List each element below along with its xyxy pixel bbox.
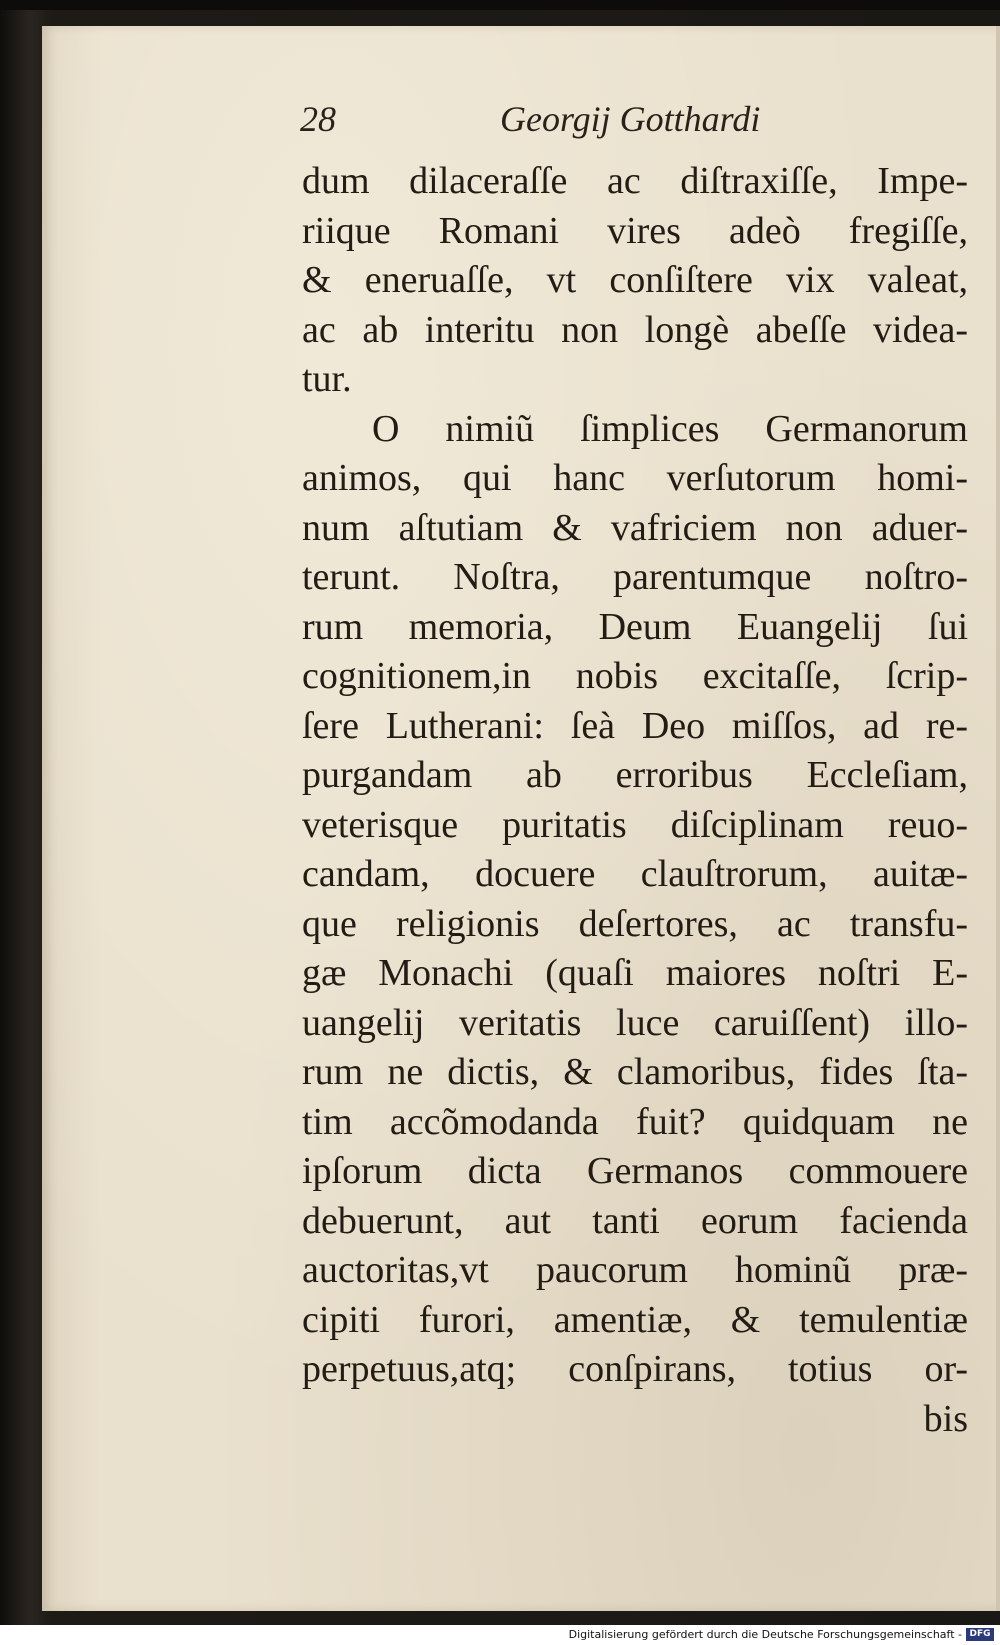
text-line: terunt. Noſtra, parentumque noſtro- — [302, 556, 968, 598]
funding-credit: Digitalisierung gefördert durch die Deutsche Forschungsgemeinschaft - — [568, 1628, 962, 1641]
text-line: que religionis deſertores, ac transfu- — [302, 902, 968, 945]
text-line: cognitionem,in nobis excitaſſe, ſcrip- — [302, 655, 968, 697]
text-line: uangelij veritatis luce caruiſſent) illo- — [302, 1001, 968, 1044]
text-line: candam, docuere clauſtrorum, auitæ- — [302, 853, 968, 895]
running-title: Georgij Gotthardi — [500, 99, 761, 139]
page-header — [300, 98, 780, 148]
text-line: debuerunt, aut tanti eorum facienda — [302, 1199, 968, 1242]
digitization-footer — [0, 1625, 1000, 1645]
text-line: dum dilaceraſſe ac diſtraxiſſe, Impe- — [302, 160, 968, 202]
text-line: riique Romani vires adeò fregiſſe, — [302, 209, 968, 252]
text-line: tur. — [302, 358, 352, 400]
text-line: purgandam ab erroribus Eccleſiam, — [302, 754, 968, 796]
text-line: animos, qui hanc verſutorum homi- — [302, 457, 968, 499]
text-line: auctoritas,vt paucorum hominũ præ- — [302, 1249, 968, 1291]
text-line: ac ab interitu non longè abeſſe videa- — [302, 308, 968, 351]
paragraph-first-line: O nimiũ ſimplices Germanorum — [372, 407, 968, 450]
text-line: & eneruaſſe, vt conſiſtere vix valeat, — [302, 259, 968, 301]
body-text — [302, 157, 968, 1444]
text-line: perpetuus,atq; conſpirans, totius or- — [302, 1348, 968, 1390]
catchword: bis — [923, 1397, 968, 1440]
text-line: veterisque puritatis diſciplinam reuo- — [302, 803, 968, 846]
dfg-logo: DFG — [966, 1628, 994, 1641]
text-line: ſere Lutherani: ſeà Deo miſſos, ad re- — [302, 704, 968, 747]
text-line: cipiti furori, amentiæ, & temulentiæ — [302, 1298, 968, 1341]
text-line: rum ne dictis, & clamoribus, fides ſta- — [302, 1051, 968, 1093]
text-line: ipſorum dicta Germanos commouere — [302, 1150, 968, 1192]
text-line: gæ Monachi (quaſi maiores noſtri E- — [302, 952, 968, 994]
text-line: num aſtutiam & vafriciem non aduer- — [302, 506, 968, 549]
scan-top-edge — [0, 0, 1000, 10]
page-number: 28 — [300, 99, 336, 139]
page-edge — [996, 26, 1000, 1611]
text-line: tim accõmodanda fuit? quidquam ne — [302, 1100, 968, 1143]
text-line: rum memoria, Deum Euangelij ſui — [302, 605, 968, 648]
